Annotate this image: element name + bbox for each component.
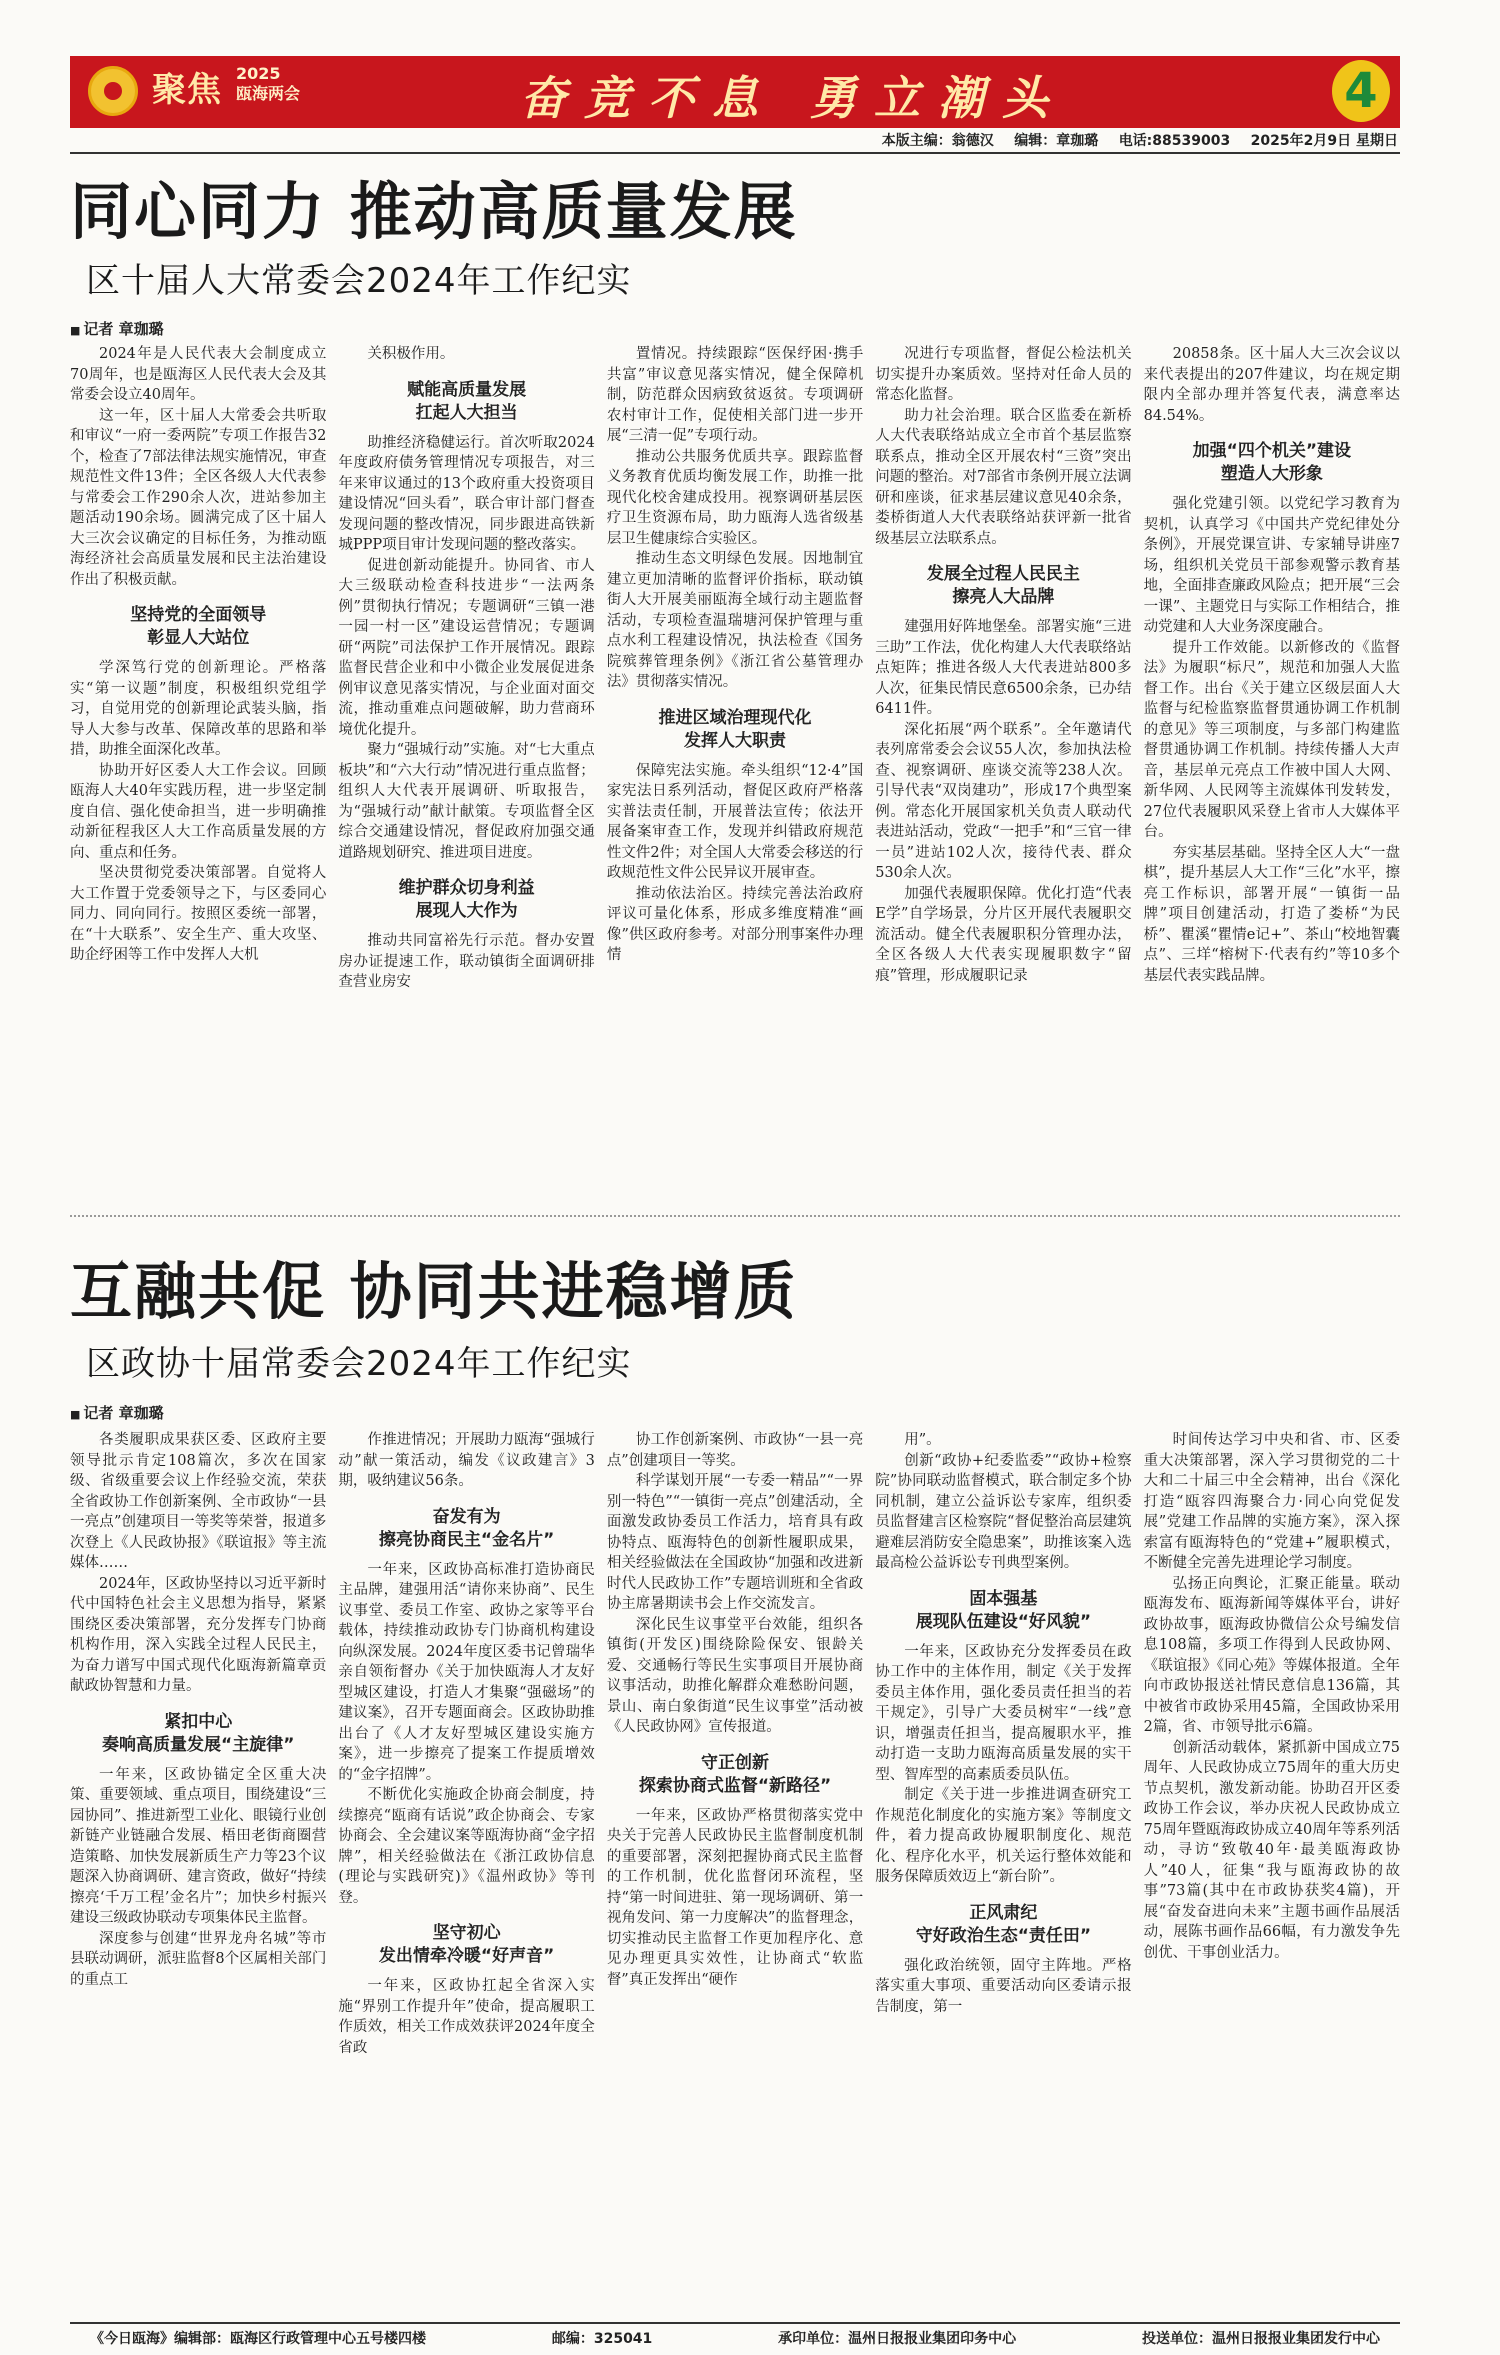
section-heading <box>338 1506 594 1552</box>
section-heading-line2: 擦亮人大品牌 <box>952 587 1055 607</box>
brand-year: 2025 <box>236 64 281 83</box>
paragraph: 加强代表履职保障。优化打造“代表E学”自学场景，分片区开展代表履职交流活动。健全代表履职积分管理办法，全区各级人大代表实现履职数字“留痕”管理，形成履职记录 <box>875 885 1132 984</box>
paragraph: 时间传达学习中央和省、市、区委重大决策部署，深入学习贯彻党的二十大和二十届三中全会精神，出台《深化打造“瓯容四海聚合力·同心向党促发展”党建工作品牌的实施方案》，深入探索富有瓯海特色的“党建+”履职模式，不断健全完善先进理论学习制度。 <box>1143 1432 1401 1571</box>
section-heading <box>70 1711 326 1757</box>
paragraph: 保障宪法实施。牵头组织“12·4”国家宪法日系列活动，督促区政府严格落实普法责任制，开展普法宣传；依法开展备案审查工作，发现并纠错政府规范性文件2件；对全国人大常委会移送的行政规范性文件公民异议开展审查。 <box>606 762 864 881</box>
paragraph: 强化党建引领。以党纪学习教育为契机，认真学习《中国共产党纪律处分条例》，开展党课宣讲、专家辅导讲座7场，组织机关党员干部参观警示教育基地，全面排查廉政风险点；把开展“三会一课”、主题党日与实际工作相结合，推动党建和人大业务深度融合。 <box>1143 496 1401 635</box>
section-heading <box>338 1922 594 1968</box>
section-heading-line2: 塑造人大形象 <box>1220 464 1323 484</box>
paragraph: 一年来，区政协扛起全省深入实施“界别工作提升年”使命，提高履职工作质效，相关工作成效获评2024年度全省政 <box>338 1978 595 2056</box>
paragraph: 一年来，区政协充分发挥委员在政协工作中的主体作用，制定《关于发挥委员主体作用，强化委员责任担当的若干规定》，引导广大委员树牢“一线”意识，增强责任担当，提高履职水平，推动打造一支助力瓯海高质量发展的实干型、智库型的高素质委员队伍。 <box>875 1643 1132 1783</box>
paragraph: 推动公共服务优质共享。跟踪监督义务教育优质均衡发展工作，助推一批现代化校舍建成投用。视察调研基层医疗卫生资源布局，助力瓯海人选省级基层卫生健康综合实验区。 <box>606 448 864 547</box>
paragraph: 不断优化实施政企协商会制度，持续擦亮“瓯商有话说”政企协商会、专家协商会、全会建议案等瓯海协商“金字招牌”，相关经验做法在《浙江政协信息(理论与实践研究)》《温州政协》等刊登。 <box>338 1787 595 1906</box>
paragraph: 助力社会治理。联合区监委在新桥人大代表联络站成立全市首个基层监察联系点，推动全区开展农村“三资”突出问题的整治。对7部省市条例开展立法调研和座谈，征求基层建议意见40余条，娄桥街道人大代表联络站获评新一批省级基层立法联系点。 <box>875 407 1132 547</box>
emblem-icon <box>88 66 138 116</box>
text-column <box>70 1430 326 2315</box>
page-footer <box>70 2328 1400 2350</box>
issue-date: 2025年2月9日 星期日 <box>1250 133 1398 149</box>
footer-zip: 邮编：325041 <box>551 2331 653 2347</box>
section-heading-line2: 扛起人大担当 <box>415 402 518 423</box>
paragraph: 制定《关于进一步推进调查研究工作规范化制度化的实施方案》等制度文件，着力提高政协履职制度化、规范化、程序化水平，机关运行整体效能和服务保障质效迈上“新台阶”。 <box>875 1787 1132 1885</box>
paragraph: 深化拓展“两个联系”。全年邀请代表列席常委会会议55人次，参加执法检查、视察调研、座谈交流等238人次。引导代表“双岗建功”，形成17个典型案例。常态化开展国家机关负责人联动代表进站活动，党政“一把手”和“三官一律一员”进站102人次，接待代表、群众530余人次。 <box>875 721 1132 881</box>
section-heading-line1: 推进区域治理现代化 <box>658 707 812 728</box>
paragraph: 2024年是人民代表大会制度成立70周年，也是瓯海区人民代表大会及其常委会设立40周年。 <box>70 346 327 403</box>
paragraph: 强化政治统领，固守主阵地。严格落实重大事项、重要活动向区委请示报告制度，第一 <box>875 1957 1132 2015</box>
text-column <box>338 1430 594 2315</box>
paragraph: 夯实基层基础。坚持全区人大“一盘棋”，提升基层人大工作“三化”水平，擦亮工作标识，部署开展“一镇街一品牌”项目创建活动，打造了娄桥“为民桥”、瞿溪“瞿情e记+”、茶山“校地智囊点”、三垟“榕树下·代表有约”等10多个基层代表实践品牌。 <box>1143 844 1401 984</box>
section-heading <box>607 1752 863 1798</box>
section-heading-line2: 彰显人大站位 <box>147 628 250 648</box>
paragraph: 提升工作效能。以新修改的《监督法》为履职“标尺”，规范和加强人大监督工作。出台《关于建立区级层面人大监督与纪检监察监督贯通协调工作机制的意见》等三项制度，与多部门构建监督贯通协调工作机制。持续传播人大声音，基层单元亮点工作被中国人大网、新华网、人民网等主流媒体刊发转发，27位代表履职风采登上省市人大媒体平台。 <box>1143 639 1401 840</box>
section-heading-line2: 发出情牵冷暖“好声音” <box>378 1946 555 1966</box>
paragraph: 推动生态文明绿色发展。因地制宜建立更加清晰的监督评价指标，联动镇街人大开展美丽瓯海全域行动主题监督活动，专项检查温瑞塘河保护管理与重点水利工程建设情况，执法检查《国务院殡葬管理条例》《浙江省公墓管理办法》贯彻落实情况。 <box>606 551 864 690</box>
section-heading <box>70 604 326 650</box>
paragraph: 各类履职成果获区委、区政府主要领导批示肯定108篇次，多次在国家级、省级重要会议上作经验交流，荣获全省政协工作创新案例、全市政协“一县一亮点”创建项目一等奖等荣誉，报道多次登上《人民政协报》《联谊报》等主流媒体…… <box>70 1432 327 1571</box>
text-column <box>607 1430 863 2315</box>
text-column <box>875 1430 1131 2315</box>
page-banner <box>70 56 1400 128</box>
edition-meta <box>70 130 1398 152</box>
section-heading-line1: 固本强基 <box>969 1588 1038 1609</box>
article2-subtitle: 区政协十届常委会2024年工作纪实 <box>86 1344 632 1384</box>
text-column <box>338 344 594 1202</box>
text-column <box>1144 344 1400 1202</box>
footer-printer: 承印单位：温州日报报业集团印务中心 <box>778 2331 1017 2347</box>
paragraph: 作推进情况；开展助力瓯海“强城行动”献一策活动，编发《议政建言》3期，吸纳建议56条。 <box>338 1432 595 1489</box>
section-heading-line1: 奋发有为 <box>432 1506 501 1527</box>
paragraph: 科学谋划开展“一专委一精品”“一界别一特色”“一镇街一亮点”创建活动，全面激发政协委员工作活力，培育具有政协特点、瓯海特色的创新性履职成果，相关经验做法在全国政协“加强和改进新时代人民政协工作”专题培训班和全省政协主席暑期读书会上作交流发言。 <box>606 1473 864 1612</box>
section-heading-line2: 展现人大作为 <box>415 901 518 921</box>
section-heading <box>875 1588 1131 1634</box>
section-heading-line2: 探索协商式监督“新路径” <box>638 1775 832 1796</box>
text-column <box>875 344 1131 1202</box>
paragraph: 置情况。持续跟踪“医保纾困·携手共富”审议意见落实情况，健全保障机制，防范群众因病致贫返贫。专项调研农村审计工作，促使相关部门进一步开展“三清一促”专项行动。 <box>606 346 864 444</box>
section-heading-line1: 守正创新 <box>701 1752 770 1773</box>
paragraph: 协助开好区委人大工作会议。回顾瓯海人大40年实践历程，进一步坚定制度自信、强化使命担当，进一步明确推动新征程我区人大工作高质量发展的方向、重点和任务。 <box>70 762 327 861</box>
section-heading-line1: 紧扣中心 <box>164 1711 233 1732</box>
section-heading-line1: 加强“四个机关”建设 <box>1192 441 1351 461</box>
section-heading-line2: 发挥人大职责 <box>684 730 787 751</box>
paragraph: 聚力“强城行动”实施。对“七大重点板块”和“六大行动”情况进行重点监督；组织人大代表开展调研、听取报告，为“强城行动”献计献策。专项监督全区综合交通建设情况，督促政府加强交通道路规划研究、推进项目进度。 <box>338 742 595 861</box>
text-column <box>1144 1430 1400 2315</box>
paragraph: 助推经济稳健运行。首次听取2024年度政府债务管理情况专项报告，对三年来审议通过的13个政府重大投资项目建设情况“回头看”，联合审计部门督查发现问题的整改情况，同步跟进高铁新城PPP项目审计发现问题的整改落实。 <box>338 434 595 553</box>
paragraph: 一年来，区政协高标准打造协商民主品牌，建强用活“请你来协商”、民生议事堂、委员工作室、政协之家等平台载体，持续推动政协专门协商机构建设向纵深发展。2024年度区委书记曾瑞华亲自领衔督办《关于加快瓯海人才友好型城区建设，打造人才集聚“强磁场”的建议案》，召开专题面商会。区政协助推出台了《人才友好型城区建设实施方案》，进一步擦亮了提案工作提质增效的“金字招牌”。 <box>338 1561 595 1783</box>
section-divider <box>70 1215 1400 1217</box>
editor: 编辑：章珈璐 <box>1014 133 1099 149</box>
section-heading-line1: 发展全过程人民民主 <box>926 564 1080 584</box>
section-heading <box>607 707 863 753</box>
article1-subtitle: 区十届人大常委会2024年工作纪实 <box>86 261 632 301</box>
paragraph: 创新“政协+纪委监委”“政协+检察院”协同联动监督模式，联合制定多个协同机制，建立公益诉讼专家库，组织委员监督建言区检察院“督促整治高层建筑避难层消防安全隐患案”，助推该案入选最高检公益诉讼专刊典型案例。 <box>875 1452 1132 1571</box>
section-heading <box>875 1902 1131 1948</box>
paragraph: 弘扬正向舆论，汇聚正能量。联动瓯海发布、瓯海新闻等媒体平台，讲好政协故事，瓯海政协微信公众号编发信息108篇，多项工作得到人民政协网、《联谊报》《同心苑》等媒体报道。全年向市政协报送社情民意信息136篇，其中被省市政协采用45篇，全国政协采用2篇，省、市领导批示6篇。 <box>1143 1575 1401 1735</box>
article2-title: 互融共促 协同共进稳增质 <box>70 1255 798 1328</box>
section-heading <box>338 379 594 425</box>
page-number: 4 <box>1332 60 1390 122</box>
brand-subtitle: 瓯海两会 <box>236 84 301 103</box>
paragraph: 创新活动载体，紧抓新中国成立75周年、人民政协成立75周年的重大历史节点契机，激发新动能。协助召开区委政协工作会议，举办庆祝人民政协成立75周年暨瓯海政协成立40周年等系列活动，寻访“致敬40年·最美瓯海政协人”40人，征集“我与瓯海政协的故事”73篇(其中在市政协获奖4篇)，开展“奋发奋进向未来”主题书画作品展活动，展陈书画作品66幅，有力激发争先创优、干事创业活力。 <box>1143 1739 1401 1961</box>
section-heading-line2: 守好政治生态“责任田” <box>915 1925 1092 1946</box>
section-heading-line2: 擦亮协商民主“金名片” <box>378 1529 555 1550</box>
text-column <box>70 344 326 1202</box>
paragraph: 深度参与创建“世界龙舟名城”等市县联动调研，派驻监督8个区属相关部门的重点工 <box>70 1930 327 1988</box>
brand-main: 聚焦 <box>152 70 222 110</box>
section-heading-line1: 正风肃纪 <box>969 1902 1038 1923</box>
article2-byline: ■ 记者 章珈璐 <box>70 1402 164 1423</box>
text-column <box>607 344 863 1202</box>
section-heading <box>1144 440 1400 486</box>
paragraph: 建强用好阵地堡垒。部署实施“三进三助”工作法，优化构建人大代表联络站点矩阵；推进各级人大代表进站800多人次，征集民情民意6500余条，已办结6411件。 <box>875 619 1132 717</box>
section-heading-line2: 奏响高质量发展“主旋律” <box>102 1734 295 1755</box>
footer-editorial: 《今日瓯海》编辑部：瓯海区行政管理中心五号楼四楼 <box>90 2331 426 2347</box>
paragraph: 一年来，区政协严格贯彻落实党中央关于完善人民政协民主监督制度机制的重要部署，深刻把握协商式民主监督的工作机制，优化监督闭环流程，坚持“第一时间进驻、第一现场调研、第一视角发问、第一力度解决”的监督理念，切实推动民主监督工作更加程序化、意见办理更具实效性，让协商式“软监督”真正发挥出“硬作 <box>606 1807 864 1988</box>
section-heading <box>875 563 1131 609</box>
paragraph: 促进创新动能提升。协同省、市人大三级联动检查科技进步“一法两条例”贯彻执行情况；专题调研“三镇一港一园一村一区”建设运营情况；专题调研“两院”司法保护工作开展情况。跟踪监督民营企业和中小微企业发展促进条例审议意见落实情况，与企业面对面交流，推动重难点问题破解，助力营商环境优化提升。 <box>338 557 595 738</box>
phone: 电话:88539003 <box>1118 133 1231 149</box>
section-heading <box>338 877 594 923</box>
article1-title: 同心同力 推动高质量发展 <box>70 175 798 248</box>
footer-rule <box>70 2322 1400 2324</box>
chief-editor: 本版主编：翁德汉 <box>881 133 994 149</box>
paragraph: 深化民生议事堂平台效能，组织各镇街(开发区)围绕除险保安、银龄关爱、交通畅行等民生实事项目开展协商议事活动，助推化解群众难愁盼问题，景山、南白象街道“民生议事堂”活动被《人民政协网》宣传报道。 <box>606 1616 864 1735</box>
paragraph: 坚决贯彻党委决策部署。自觉将人大工作置于党委领导之下，与区委同心同力、同向同行。按照区委统一部署，在“十大联系”、安全生产、重大攻坚、助企纾困等工作中发挥人大机 <box>70 865 327 963</box>
meta-rule <box>70 152 1400 154</box>
paragraph: 协工作创新案例、市政协“一县一亮点”创建项目一等奖。 <box>606 1432 864 1469</box>
article2-body <box>70 1430 1400 2315</box>
section-heading-line1: 赋能高质量发展 <box>407 379 527 400</box>
footer-delivery: 投送单位：温州日报报业集团发行中心 <box>1141 2331 1380 2347</box>
paragraph: 学深笃行党的创新理论。严格落实“第一议题”制度，积极组织党组学习，自觉用党的创新理论武装头脑，指导人大参与改革、保障改革的思路和举措，助推全面深化改革。 <box>70 660 327 758</box>
paragraph: 20858条。区十届人大三次会议以来代表提出的207件建议，均在规定期限内全部办理并答复代表，满意率达84.54%。 <box>1143 346 1401 424</box>
paragraph: 用”。 <box>904 1432 941 1448</box>
paragraph: 况进行专项监督，督促公检法机关切实提升办案质效。坚持对任命人员的常态化监督。 <box>875 346 1132 403</box>
paragraph: 2024年，区政协坚持以习近平新时代中国特色社会主义思想为指导，紧紧围绕区委决策部署，充分发挥专门协商机构作用，深入实践全过程人民民主，为奋力谱写中国式现代化瓯海新篇章贡献政协智慧和力量。 <box>70 1575 327 1694</box>
paragraph: 关积极作用。 <box>367 346 455 362</box>
paragraph: 推动共同富裕先行示范。督办安置房办证提速工作，联动镇街全面调研排查营业房安 <box>338 933 595 990</box>
section-heading-line2: 展现队伍建设“好风貌” <box>915 1611 1092 1632</box>
brand-sub <box>236 64 300 104</box>
section-heading-line1: 维护群众切身利益 <box>398 878 535 898</box>
banner-brand <box>152 62 301 111</box>
section-heading-line1: 坚持党的全面领导 <box>130 605 267 625</box>
article1-byline: ■ 记者 章珈璐 <box>70 318 164 339</box>
banner-slogan: 奋竞不息 勇立潮头 <box>520 71 1067 125</box>
article1-body <box>70 344 1400 1202</box>
paragraph: 一年来，区政协锚定全区重大决策、重要领域、重点项目，围绕建设“三园协同”、推进新型工业化、眼镜行业创新链产业链融合发展、梧田老街商圈营造策略、加快发展新质生产力等23个议题深入协商调研、建言资政，做好“持续擦亮‘千万工程’金名片”；加快乡村振兴建设三级政协联动专项集体民主监督。 <box>70 1766 327 1926</box>
paragraph: 这一年，区十届人大常委会共听取和审议“一府一委两院”专项工作报告32个，检查了7部法律法规实施情况，审查规范性文件13件；全区各级人大代表参与常委会工作290余人次，进站参加主题活动190余场。圆满完成了区十届人大三次会议确定的目标任务，为推动瓯海经济社会高质量发展和民主法治建设作出了积极贡献。 <box>70 407 327 588</box>
paragraph: 推动依法治区。持续完善法治政府评议可量化体系，形成多维度精准“画像”供区政府参考。对部分刑事案件办理情 <box>606 885 864 963</box>
section-heading-line1: 坚守初心 <box>432 1923 501 1943</box>
